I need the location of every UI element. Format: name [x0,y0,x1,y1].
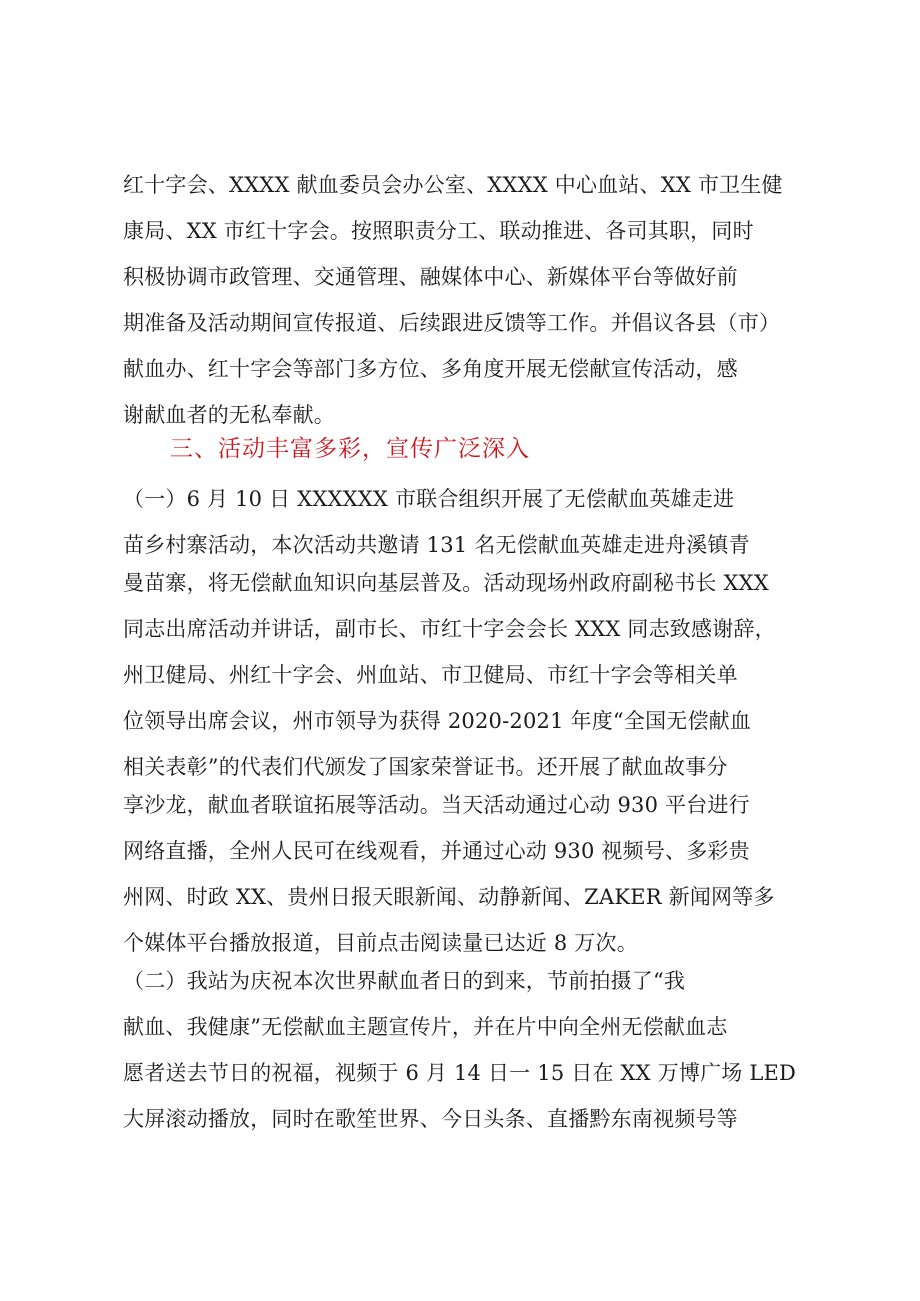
text-line: 同志出席活动并讲话，副市长、市红十字会会长 XXX 同志致感谢辞， [123,617,776,641]
text-line: 积极协调市政管理、交通管理、融媒体中心、新媒体平台等做好前 [123,265,738,289]
text-line: 红十字会、XXXX 献血委员会办公室、XXXX 中心血站、XX 市卫生健 [123,173,783,197]
text-line: 州卫健局、州红十字会、州血站、市卫健局、市红十字会等相关单 [123,663,738,687]
text-line: 相关表彰”的代表们代颁发了国家荣誉证书。还开展了献血故事分 [123,755,728,779]
text-line: （一）6 月 10 日 XXXXXX 市联合组织开展了无偿献血英雄走进 [123,487,735,511]
text-line: 个媒体平台播放报道，目前点击阅读量已达近 8 万次。 [123,931,638,955]
text-line: 大屏滚动播放，同时在歌笙世界、今日头条、直播黔东南视频号等 [123,1107,738,1131]
text-line: 曼苗寨，将无偿献血知识向基层普及。活动现场州政府副秘书长 XXX [123,571,769,595]
text-line: 期准备及活动期间宣传报道、后续跟进反馈等工作。并倡议各县（市） [123,311,781,335]
text-line: 位领导出席会议，州市领导为获得 2020-2021 年度“全国无偿献血 [123,709,752,733]
text-line: 苗乡村寨活动，本次活动共邀请 131 名无偿献血英雄走进舟溪镇青 [123,533,750,557]
text-line: 享沙龙，献血者联谊拓展等活动。当天活动通过心动 930 平台进行 [123,793,750,817]
text-line: 献血办、红十字会等部门多方位、多角度开展无偿献宣传活动，感 [123,357,738,381]
text-line: （二）我站为庆祝本次世界献血者日的到来，节前拍摄了“我 [123,969,686,993]
text-line: 谢献血者的无私奉献。 [123,403,335,427]
text-line: 州网、时政 XX、贵州日报天眼新闻、动静新闻、ZAKER 新闻网等多 [123,885,775,909]
text-line: 献血、我健康”无偿献血主题宣传片，并在片中向全州无偿献血志 [123,1015,728,1039]
text-line: 网络直播，全州人民可在线观看，并通过心动 930 视频号、多彩贵 [123,839,750,863]
text-line: 康局、XX 市红十字会。按照职责分工、联动推进、各司其职，同时 [123,219,754,243]
text-line: 愿者送去节日的祝福，视频于 6 月 14 日一 15 日在 XX 万博广场 LED [123,1061,797,1085]
section-heading: 三、活动丰富多彩，宣传广泛深入 [170,436,530,462]
